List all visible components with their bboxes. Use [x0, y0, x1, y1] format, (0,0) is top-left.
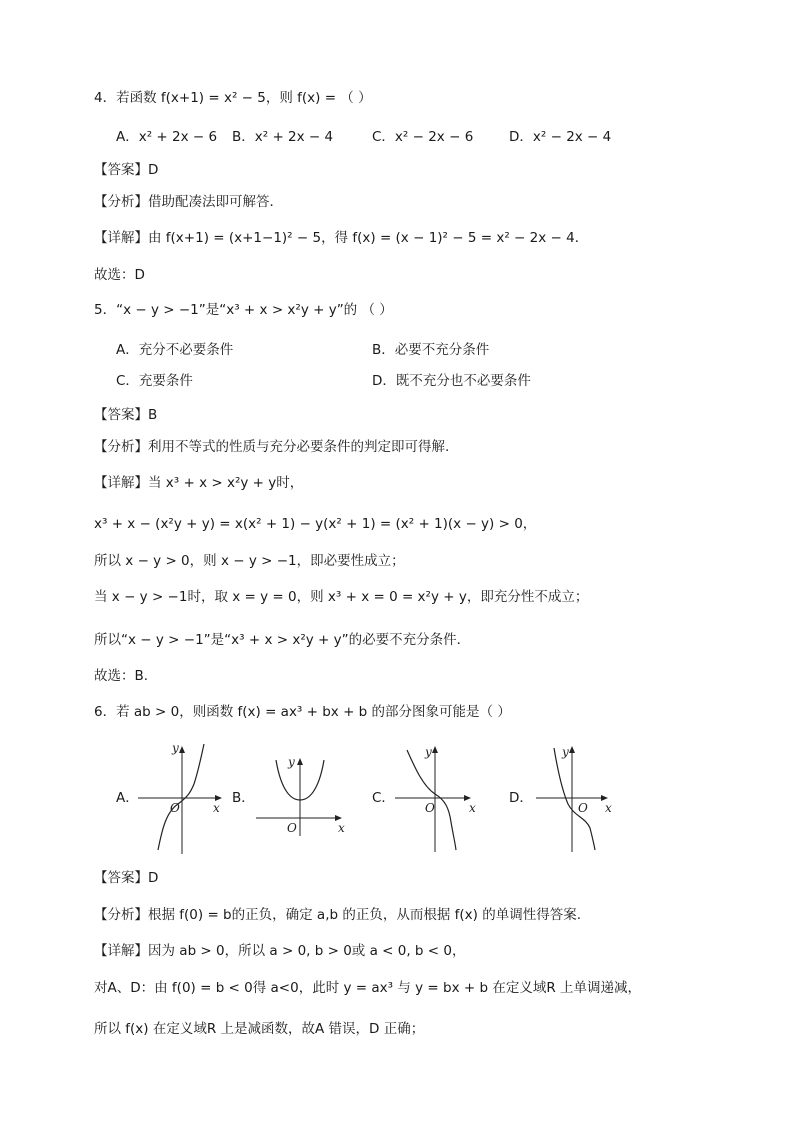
q4-answer: 【答案】D — [94, 162, 159, 178]
q5-equation: x³ + x − (x²y + y) = x(x² + 1) − y(x² + 1) = (x² + 1)(x − y) > 0， — [94, 516, 537, 532]
q6-stem: 6．若 ab > 0，则函数 f(x) = ax³ + bx + b 的部分图象可能是（ ） — [94, 704, 511, 720]
graph-a-origin-label: O — [170, 801, 180, 815]
graph-a-x-label: x — [213, 801, 220, 815]
graph-c-origin-label: O — [425, 801, 435, 815]
q5-stem: 5．“x − y > −1”是“x³ + x > x²y + y”的 （ ） — [94, 302, 393, 318]
q4-option-b: B．x² + 2x − 4 — [232, 129, 334, 145]
graph-d-origin-label: O — [578, 801, 588, 815]
q5-option-c: C．充要条件 — [116, 373, 193, 389]
q5-option-b: B．必要不充分条件 — [372, 342, 490, 358]
graph-b-origin-label: O — [287, 821, 297, 835]
q4-stem: 4．若函数 f(x+1) = x² − 5，则 f(x) = （ ） — [94, 90, 372, 106]
q4-detail: 【详解】由 f(x+1) = (x+1−1)² − 5，得 f(x) = (x − 1)² − 5 = x² − 2x − 4． — [94, 230, 589, 246]
q6-line2: 所以 f(x) 在定义域R 上是减函数，故A 错误，D 正确； — [94, 1021, 425, 1037]
graph-c-label: C． — [372, 790, 395, 806]
q4-choice: 故选：D — [94, 267, 145, 283]
q5-option-d: D．既不充分也不必要条件 — [372, 373, 531, 389]
q6-analysis: 【分析】根据 f(0) = b的正负，确定 a,b 的正负，从而根据 f(x) 的单调性得答案. — [94, 907, 581, 923]
q4-option-c: C．x² − 2x − 6 — [372, 129, 474, 145]
q5-choice: 故选：B. — [94, 668, 149, 684]
graph-d-y-label: y — [562, 745, 569, 759]
graph-a-label: A． — [116, 790, 139, 806]
q4-option-a: A．x² + 2x − 6 — [116, 129, 218, 145]
q4-option-d: D．x² − 2x − 4 — [509, 129, 612, 145]
q6-answer: 【答案】D — [94, 870, 159, 886]
q6-line1: 对A、D：由 f(0) = b < 0得 a<0，此时 y = ax³ 与 y = bx + b 在定义域R 上单调递减， — [94, 980, 642, 996]
graph-b-y-label: y — [288, 755, 295, 769]
graph-b — [254, 752, 354, 837]
q4-analysis: 【分析】借助配凑法即可解答． — [94, 194, 283, 210]
q5-option-a: A．充分不必要条件 — [116, 342, 234, 358]
graph-b-label: B． — [232, 790, 255, 806]
q5-detail: 【详解】当 x³ + x > x²y + y时， — [94, 475, 304, 491]
q5-analysis: 【分析】利用不等式的性质与充分必要条件的判定即可得解. — [94, 439, 450, 455]
graph-a-y-label: y — [172, 741, 179, 755]
graph-d — [534, 742, 624, 854]
graph-c-x-label: x — [469, 801, 476, 815]
q5-answer: 【答案】B — [94, 407, 158, 423]
graph-a — [138, 740, 230, 855]
graph-c-y-label: y — [425, 745, 432, 759]
graph-c — [393, 742, 483, 854]
graph-d-x-label: x — [605, 801, 612, 815]
q6-detail: 【详解】因为 ab > 0，所以 a > 0, b > 0或 a < 0, b < 0， — [94, 943, 466, 959]
graph-d-label: D． — [509, 790, 533, 806]
q5-line3: 所以“x − y > −1”是“x³ + x > x²y + y”的必要不充分条件． — [94, 632, 471, 648]
graph-b-x-label: x — [338, 821, 345, 835]
q5-line2: 当 x − y > −1时，取 x = y = 0，则 x³ + x = 0 = x²y + y，即充分性不成立； — [94, 589, 589, 605]
q5-line1: 所以 x − y > 0，则 x − y > −1，即必要性成立； — [94, 553, 405, 569]
